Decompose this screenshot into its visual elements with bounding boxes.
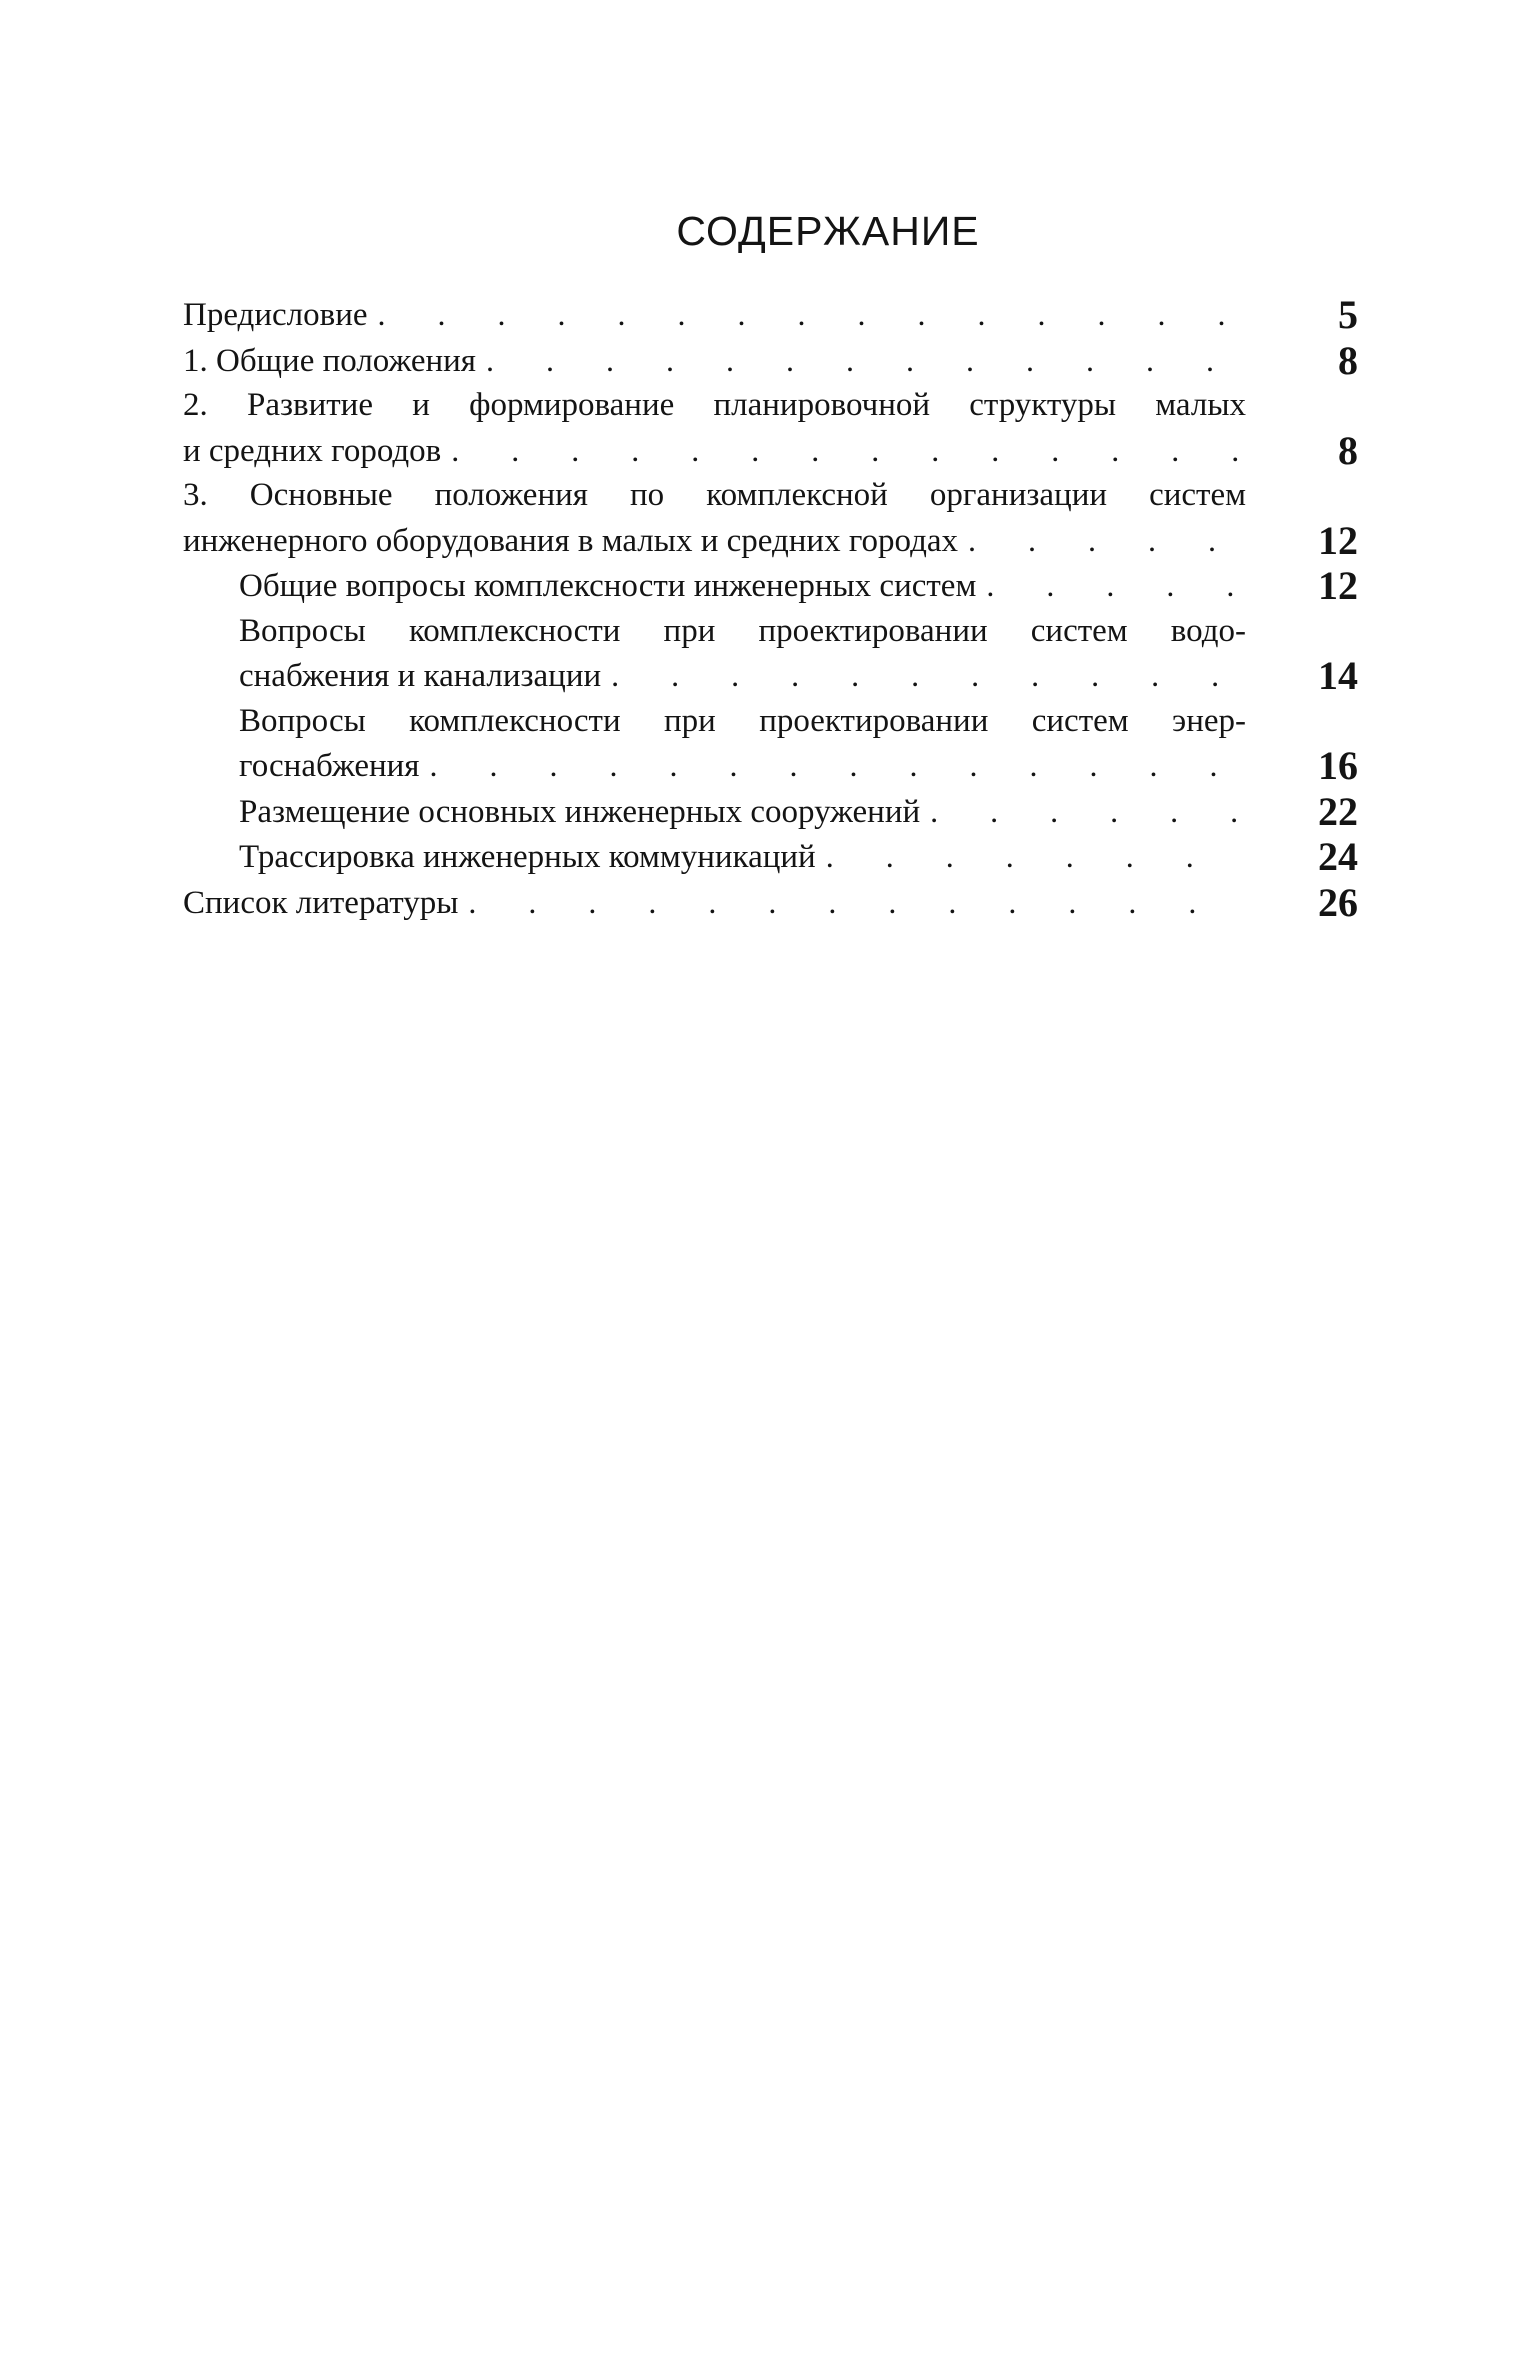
toc-page-number: 24 [1318, 834, 1358, 879]
toc-entry-water-supply [183, 609, 1358, 699]
dot-leader [486, 338, 1246, 383]
toc-entry-line: 2. Развитие и формирование планировочной структуры малых [183, 387, 1246, 423]
toc-page-number: 12 [1318, 517, 1358, 563]
dot-leader [826, 834, 1246, 879]
page-title: СОДЕРЖАНИЕ [676, 208, 980, 254]
dot-leader [451, 428, 1246, 473]
table-of-contents [183, 292, 1358, 925]
dot-leader [986, 563, 1246, 608]
toc-page-number: 8 [1338, 427, 1358, 473]
toc-entry-planning-structure [183, 383, 1358, 473]
toc-entry-general-provisions [183, 338, 1358, 384]
toc-entry-facility-placement [183, 789, 1358, 835]
toc-entry-references [183, 880, 1358, 926]
toc-entry-energy-supply [183, 699, 1358, 789]
toc-entry-label: Предисловие [183, 297, 368, 333]
toc-entry-preface [183, 292, 1358, 338]
toc-entry-label: Общие вопросы комплексности инженерных систем [239, 568, 977, 604]
dot-leader [378, 292, 1247, 337]
dot-leader [930, 789, 1246, 834]
toc-entry-line: Вопросы комплексности при проектировании систем энер- [239, 702, 1246, 739]
toc-page-number: 14 [1318, 653, 1358, 698]
toc-entry-line: Вопросы комплексности при проектировании систем водо- [239, 612, 1246, 649]
toc-entry-engineering-systems [183, 473, 1358, 563]
dot-leader [968, 518, 1246, 563]
toc-entry-utility-routing [183, 834, 1358, 880]
toc-entry-label: Трассировка инженерных коммуникаций [239, 839, 816, 875]
toc-entry-label: 1. Общие положения [183, 342, 476, 379]
dot-leader [468, 880, 1246, 925]
toc-entry-general-questions [183, 563, 1358, 609]
toc-entry-label: и средних городов [183, 432, 442, 469]
toc-entry-label: госнабжения [239, 748, 420, 784]
toc-entry-line: 3. Основные положения по комплексной организации систем [183, 477, 1246, 513]
toc-entry-label: Список литературы [183, 884, 459, 921]
toc-page-number: 16 [1318, 743, 1358, 788]
toc-page-number: 8 [1338, 337, 1358, 383]
toc-page-number: 26 [1318, 879, 1358, 925]
toc-entry-label: снабжения и канализации [239, 658, 602, 694]
toc-page-number: 5 [1338, 292, 1358, 337]
toc-entry-label: инженерного оборудования в малых и средних городах [183, 522, 959, 559]
dot-leader [611, 653, 1246, 698]
toc-entry-label: Размещение основных инженерных сооружений [239, 793, 921, 830]
toc-page-number: 12 [1318, 563, 1358, 608]
toc-page-number: 22 [1318, 788, 1358, 834]
dot-leader [429, 743, 1246, 788]
